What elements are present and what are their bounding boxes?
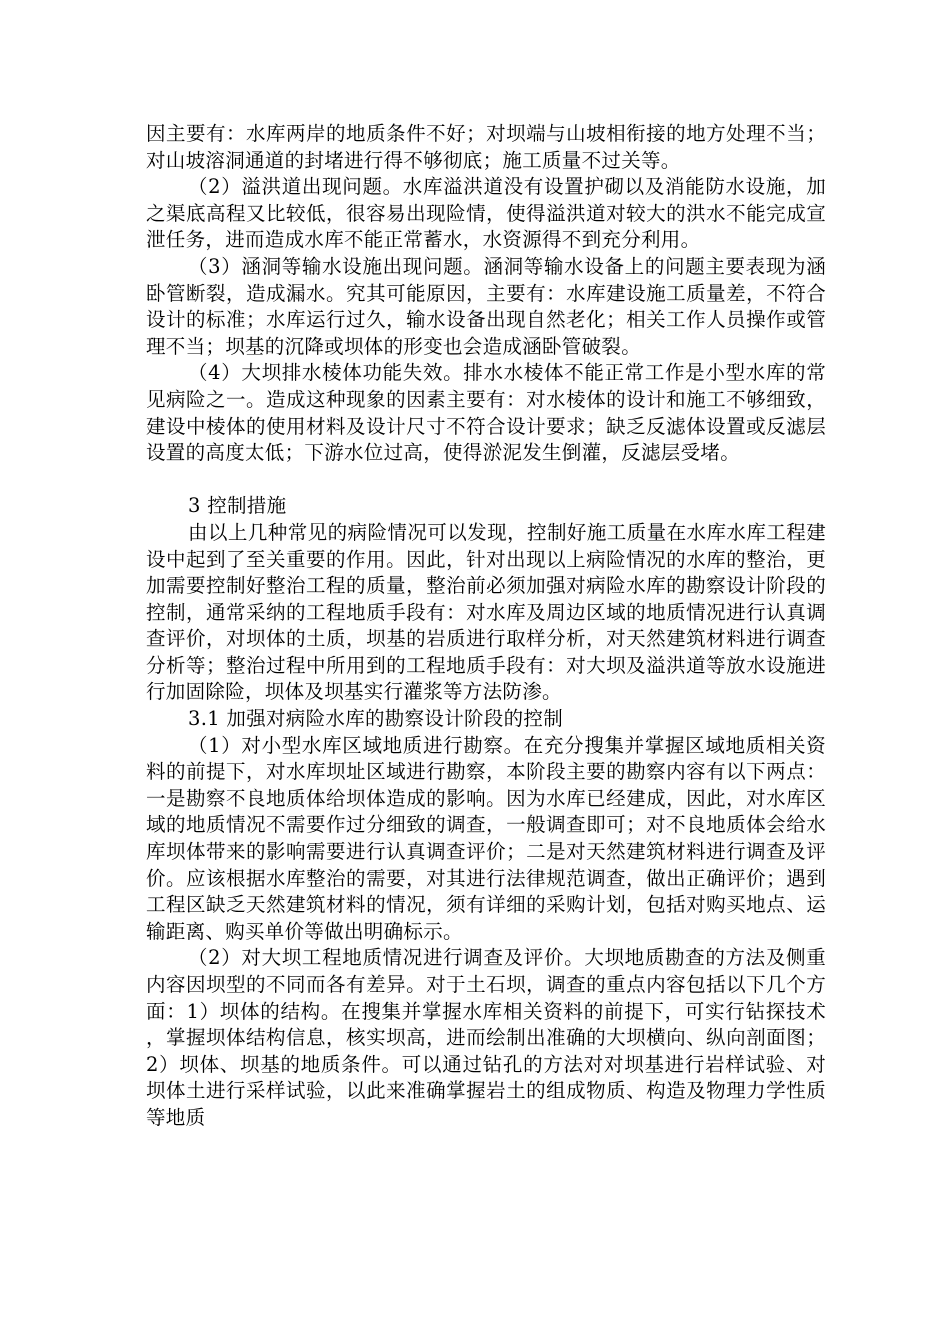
paragraph-dam-geology-survey: （2）对大坝工程地质情况进行调查及评价。大坝地质勘查的方法及侧重内容因坝型的不同而各有差异。对于土石坝，调查的重点内容包括以下几个方面：1）坝体的结构。在搜集并掌握水库相关资料的前提下，可实行钻探技术，掌握坝体结构信息，核实坝高，进而绘制出准确的大坝横向、纵向剖面图；2）坝体、坝基的地质条件。可以通过钻孔的方法对对坝基进行岩样试验、对坝体土进行采样试验，以此来准确掌握岩土的组成物质、构造及物理力学性质等地质 — [146, 946, 826, 1129]
blank-line — [146, 467, 826, 494]
paragraph-drainage-prism-failure: （4）大坝排水棱体功能失效。排水水棱体不能正常工作是小型水库的常见病险之一。造成这种现象的因素主要有：对水棱体的设计和施工不够细致，建设中棱体的使用材料及设计尺寸不符合设计要求；缺乏反滤体设置或反滤层设置的高度太低；下游水位过高，使得淤泥发生倒灌，反滤层受堵。 — [146, 361, 826, 465]
paragraph-regional-geology-survey: （1）对小型水库区域地质进行勘察。在充分搜集并掌握区域地质相关资料的前提下，对水库坝址区域进行勘察，本阶段主要的勘察内容有以下两点：一是勘察不良地质体给坝体造成的影响。因为水库已经建成，因此，对水库区域的地质情况不需要作过分细致的调查，一般调查即可；对不良地质体会给水库坝体带来的影响需要进行认真调查评价；二是对天然建筑材料进行调查及评价。应该根据水库整治的需要，对其进行法律规范调查，做出正确评价；遇到工程区缺乏天然建筑材料的情况，须有详细的采购计划，包括对购买地点、运输距离、购买单价等做出明确标示。 — [146, 733, 826, 943]
paragraph-culvert-problem: （3）涵洞等输水设施出现问题。涵洞等输水设备上的问题主要表现为涵卧管断裂，造成漏水。究其可能原因，主要有：水库建设施工质量差，不符合设计的标准；水库运行过久，输水设备出现自然老化；相关工作人员操作或管理不当；坝基的沉降或坝体的形变也会造成涵卧管破裂。 — [146, 254, 826, 358]
paragraph-dam-leakage-causes: 因主要有：水库两岸的地质条件不好；对坝端与山坡相衔接的地方处理不当；对山坡溶洞通道的封堵进行得不够彻底；施工质量不过关等。 — [146, 122, 826, 172]
paragraph-control-measures: 由以上几种常见的病险情况可以发现，控制好施工质量在水库水库工程建设中起到了至关重要的作用。因此，针对出现以上病险情况的水库的整治，更加需要控制好整治工程的质量，整治前必须加强对病险水库的勘察设计阶段的控制，通常采纳的工程地质手段有：对水库及周边区域的地质情况进行认真调查评价，对坝体的土质，坝基的岩质进行取样分析，对天然建筑材料进行调查分析等；整治过程中所用到的工程地质手段有：对大坝及溢洪道等放水设施进行加固除险，坝体及坝基实行灌浆等方法防渗。 — [146, 520, 826, 704]
section-heading: 3 控制措施 — [188, 494, 287, 518]
paragraph-spillway-problem: （2）溢洪道出现问题。水库溢洪道没有设置护砌以及消能防水设施，加之渠底高程又比较低，很容易出现险情，使得溢洪道对较大的洪水不能完成宣泄任务，进而造成水库不能正常蓄水，水资源得不到充分利用。 — [146, 175, 826, 252]
document-body — [146, 121, 826, 1132]
subsection-heading: 3.1 加强对病险水库的勘察设计阶段的控制 — [188, 707, 564, 731]
